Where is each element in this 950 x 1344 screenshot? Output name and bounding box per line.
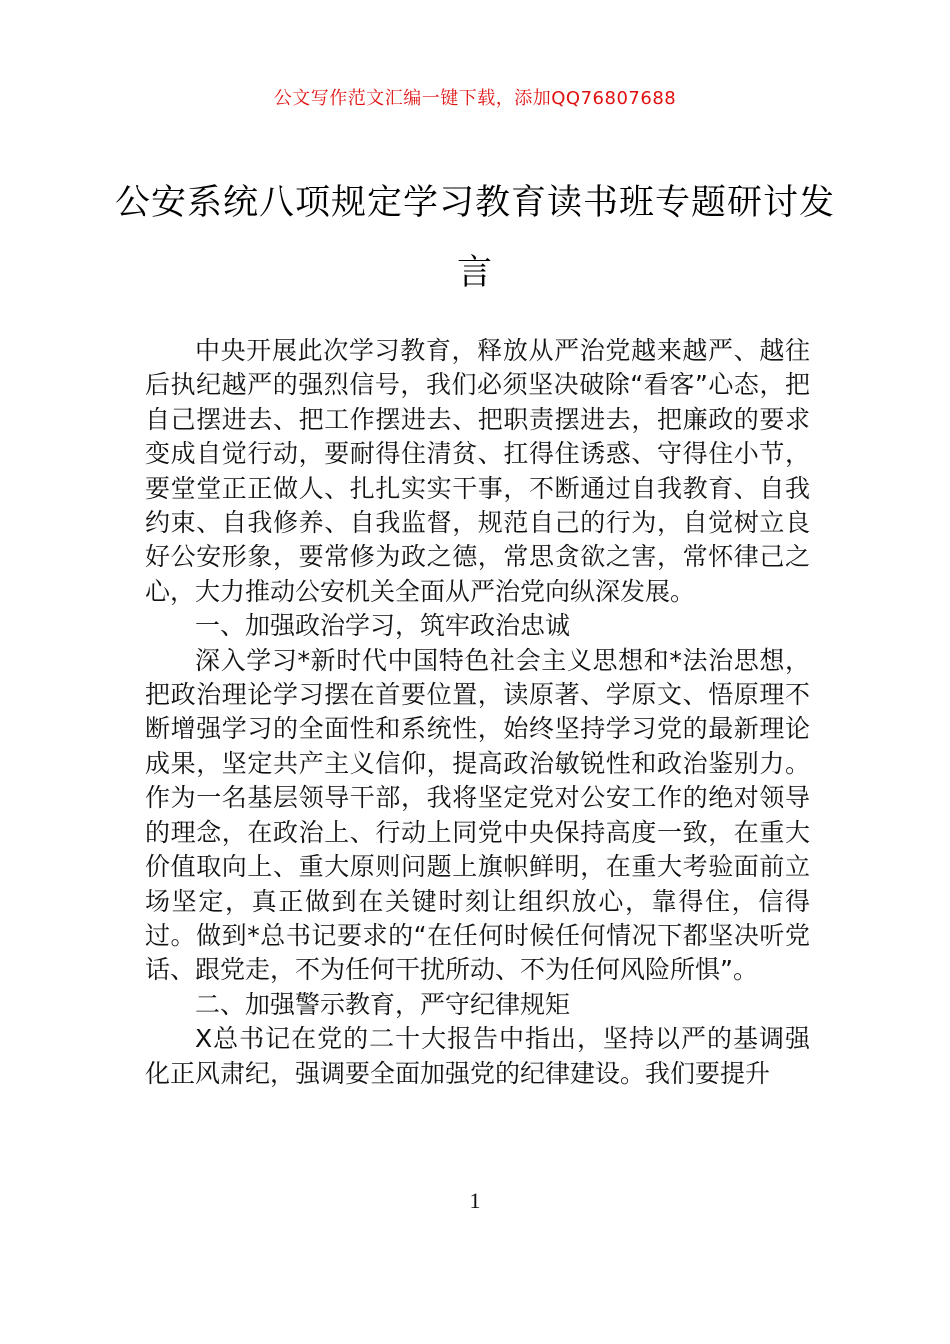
section-heading-1: 一、加强政治学习，筑牢政治忠诚 [195, 611, 571, 641]
section-2-paragraph: X总书记在党的二十大报告中指出，坚持以严的基调强化正风肃纪，强调要全面加强党的纪律建设。我们要提升 [145, 1024, 810, 1088]
section-heading-2: 二、加强警示教育，严守纪律规矩 [195, 989, 571, 1019]
document-title: 公安系统八项规定学习教育读书班专题研讨发言 [114, 183, 835, 293]
page-number: 1 [469, 1188, 481, 1213]
download-banner[interactable]: 公文写作范文汇编一键下载，添加QQ76807688 [273, 88, 677, 109]
section-1-paragraph: 深入学习*新时代中国特色社会主义思想和*法治思想，把政治理论学习摆在首要位置，读原著、学原文、悟原理不断增强学习的全面性和系统性，始终坚持学习党的最新理论成果，坚定共产主义信仰，提高政治敏锐性和政治鉴别力。作为一名基层领导干部，我将坚定党对公安工作的绝对领导的理念，在政治上、行动上同党中央保持高度一致，在重大价值取向上、重大原则问题上旗帜鲜明，在重大考验面前立场坚定，真正做到在关键时刻让组织放心，靠得住，信得过。做到*总书记要求的“在任何时候任何情况下都坚决听党话、跟党走，不为任何干扰所动、不为任何风险所惧”。 [145, 645, 810, 985]
intro-paragraph: 中央开展此次学习教育，释放从严治党越来越严、越往后执纪越严的强烈信号，我们必须坚决破除“看客”心态，把自己摆进去、把工作摆进去、把职责摆进去，把廉政的要求变成自觉行动，要耐得住清贫、扛得住诱惑、守得住小节，要堂堂正正做人、扎扎实实干事，不断通过自我教育、自我约束、自我修养、自我监督，规范自己的行为，自觉树立良好公安形象，要常修为政之德，常思贪欲之害，常怀律己之心，大力推动公安机关全面从严治党向纵深发展。 [145, 336, 810, 606]
document-body [145, 334, 810, 1091]
